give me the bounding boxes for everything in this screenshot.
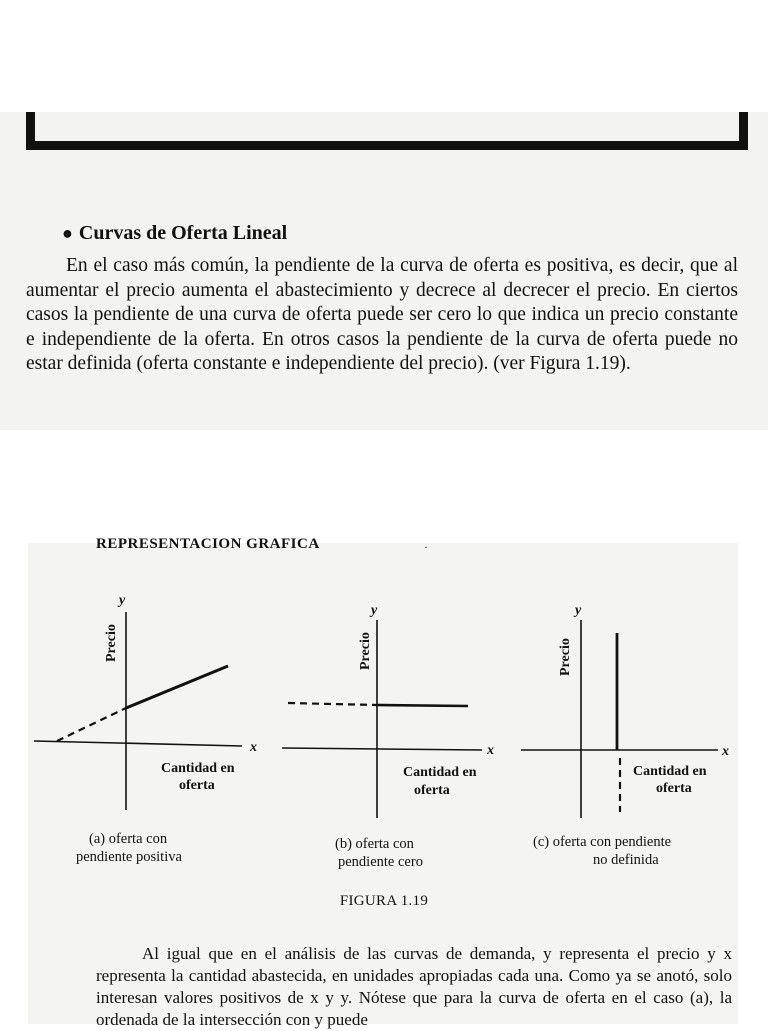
body-paragraph: En el caso más común, la pendiente de la curva de oferta es positiva, es decir, que al aumentar el precio aumenta el abastecimiento y decrece al decrecer el precio. En ciertos casos la pendiente de una curva de oferta puede ser cero lo que indica un precio constante e independiente de la oferta. En otros casos la pendiente de la curva de oferta puede no estar definida (oferta constante e independiente del precio). (ver Figura 1.19).	[26, 255, 738, 374]
panel-a-caption-1: (a) oferta con	[89, 831, 168, 847]
panel-a	[34, 593, 257, 865]
panel-c-caption-2: no definida	[593, 852, 659, 868]
panel-a-x-axis	[34, 741, 242, 746]
panel-b-dashed-extension	[288, 703, 377, 705]
panel-c-x-axis-letter: x	[722, 744, 729, 759]
panel-c-y-axis-letter: y	[575, 603, 582, 618]
panel-a-caption-2: pendiente positiva	[76, 849, 182, 865]
section-title-text: Curvas de Oferta Lineal	[78, 222, 288, 244]
panel-c-quantity-label-1: Cantidad en	[633, 764, 707, 779]
panel-b-caption-1: (b) oferta con	[335, 836, 414, 852]
figure-section-header: REPRESENTACION GRAFICA	[96, 536, 320, 552]
panel-a-y-axis-letter: y	[119, 593, 126, 608]
panel-b-price-label: Precio	[358, 632, 373, 670]
panel-b-caption-2: pendiente cero	[338, 854, 423, 870]
bullet-icon: ●	[62, 223, 73, 243]
panel-c	[521, 603, 729, 868]
speck-mark: ·	[424, 540, 428, 554]
panel-b-x-axis	[282, 748, 482, 750]
panel-c-quantity-label-2: oferta	[656, 781, 692, 796]
panel-a-x-axis-letter: x	[250, 740, 257, 755]
panel-a-supply-curve	[126, 666, 228, 708]
panel-a-quantity-label-1: Cantidad en	[161, 761, 235, 776]
panel-b-quantity-label-1: Cantidad en	[403, 765, 477, 780]
panel-b-x-axis-letter: x	[487, 743, 494, 758]
panel-c-caption-1: (c) oferta con pendiente	[533, 834, 672, 850]
panel-a-price-label: Precio	[104, 624, 119, 662]
panel-a-quantity-label-2: oferta	[179, 778, 215, 793]
following-paragraph: Al igual que en el análisis de las curvas de demanda, y representa el precio y x representa la cantidad abastecida, en unidades apropiadas cada una. Como ya se anotó, solo interesan valores positivos de x y y. Nótese que para la curva de oferta en el caso (a), la ordenada de la intersección con y puede	[96, 944, 732, 1029]
panel-b-quantity-label-2: oferta	[414, 783, 450, 798]
figure-caption: FIGURA 1.19	[339, 893, 429, 909]
panel-c-price-label: Precio	[558, 638, 573, 676]
panel-a-dashed-extension	[57, 708, 126, 741]
panel-b-y-axis-letter: y	[371, 603, 378, 618]
panel-b	[282, 603, 494, 870]
panel-b-supply-curve	[377, 705, 468, 706]
